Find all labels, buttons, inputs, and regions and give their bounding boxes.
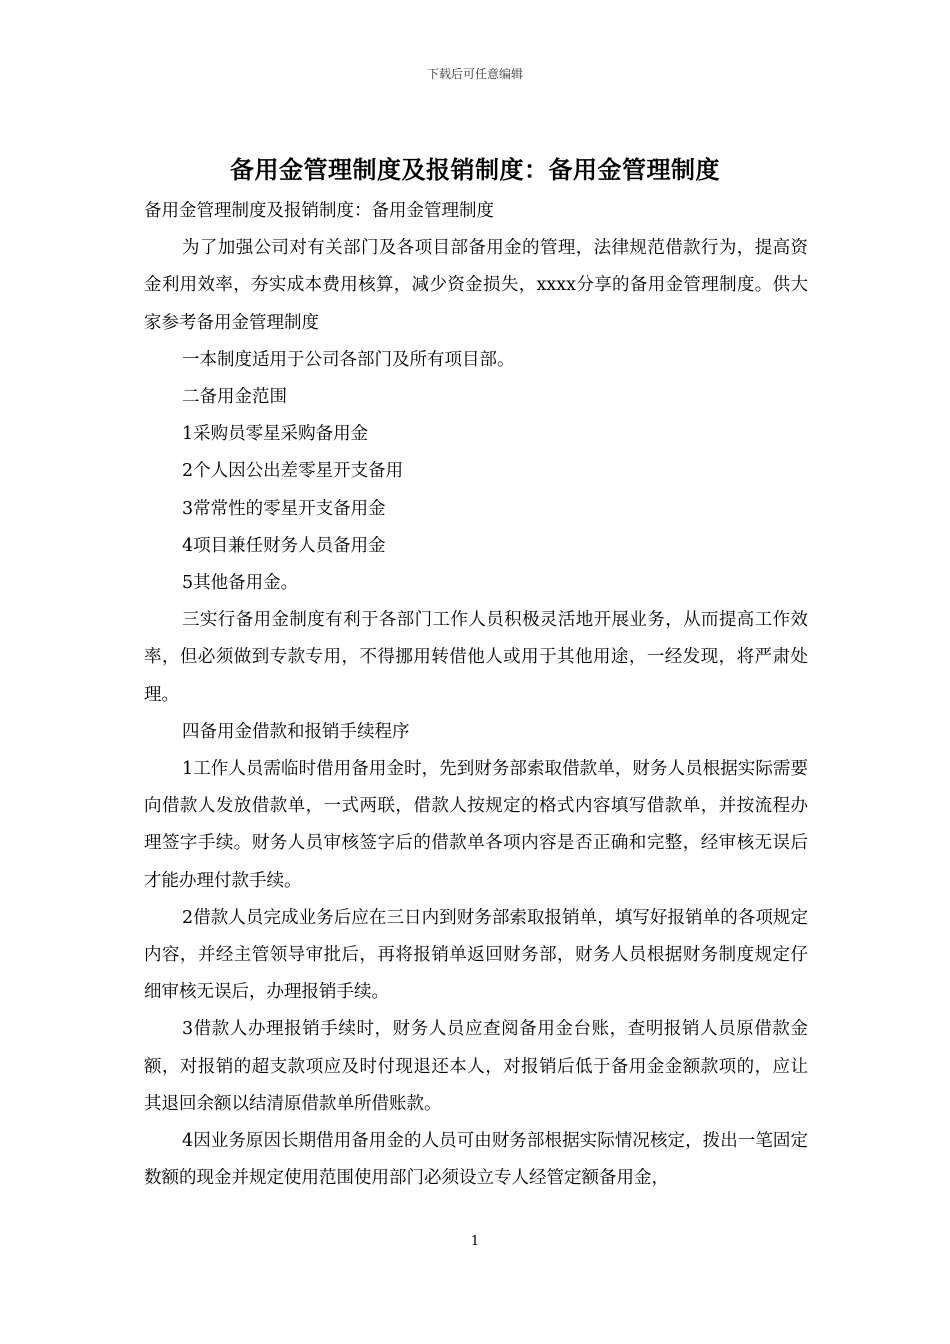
list-item: 3常常性的零星开支备用金 [182, 498, 386, 519]
document-title: 备用金管理制度及报销制度：备用金管理制度 [230, 155, 720, 184]
list-item: 4项目兼任财务人员备用金 [182, 535, 386, 556]
body-paragraph: 1工作人员需临时借用备用金时，先到财务部索取借款单，财务人员根据实际需要向借款人发放借款单，一式两联，借款人按规定的格式内容填写借款单，并按流程办理签字手续。财务人员审核签字后的借款单各项内容是否正确和完整，经审核无误后才能办理付款手续。 [144, 759, 808, 891]
header-note: 下载后可任意编辑 [426, 67, 523, 81]
list-item: 5其他备用金。 [182, 573, 299, 594]
body-paragraph: 2借款人员完成业务后应在三日内到财务部索取报销单，填写好报销单的各项规定内容，并经主管领导审批后，再将报销单返回财务部，财务人员根据财务制度规定仔细审核无误后，办理报销手续。 [144, 907, 808, 1003]
section-heading: 四备用金借款和报销手续程序 [182, 721, 410, 742]
body-paragraph: 4因业务原因长期借用备用金的人员可由财务部根据实际情况核定，拨出一笔固定数额的现金并规定使用范围使用部门必须设立专人经管定额备用金， [144, 1131, 808, 1189]
body-paragraph: 一本制度适用于公司各部门及所有项目部。 [182, 349, 515, 370]
body-paragraph: 三实行备用金制度有利于各部门工作人员积极灵活地开展业务，从而提高工作效率，但必须做到专款专用，不得挪用转借他人或用于其他用途，一经发现，将严肃处理。 [144, 610, 808, 705]
section-heading: 二备用金范围 [182, 387, 287, 408]
subtitle-paragraph: 备用金管理制度及报销制度：备用金管理制度 [144, 201, 494, 221]
document-body [144, 193, 808, 1197]
body-paragraph: 为了加强公司对有关部门及各项目部备用金的管理，法律规范借款行为，提高资金利用效率，夯实成本费用核算，减少资金损失，xxxx分享的备用金管理制度。供大家参考备用金管理制度 [144, 238, 808, 333]
list-item: 1采购员零星采购备用金 [182, 424, 369, 445]
page-number: 1 [470, 1234, 480, 1249]
body-paragraph: 3借款人办理报销手续时，财务人员应查阅备用金台账，查明报销人员原借款金额，对报销的超支款项应及时付现退还本人，对报销后低于备用金金额款项的，应让其退回余额以结清原借款单所借账款。 [144, 1019, 808, 1114]
list-item: 2个人因公出差零星开支备用 [182, 461, 404, 482]
